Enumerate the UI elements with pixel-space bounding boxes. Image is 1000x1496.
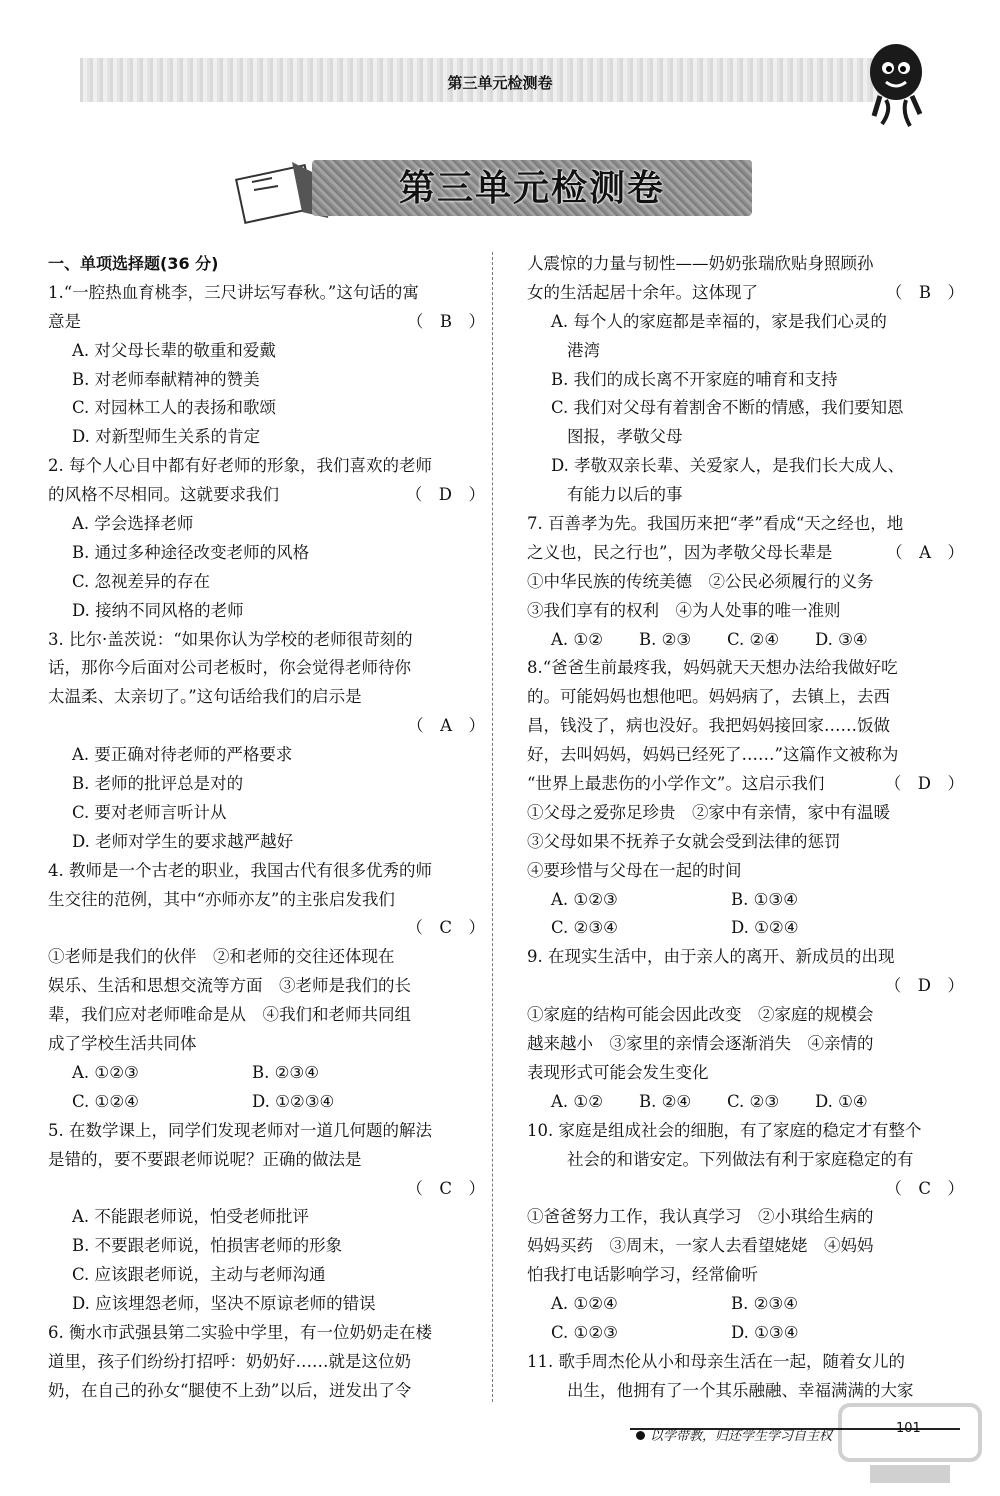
line-text: 6. 衡水市武强县第二实验中学里，有一位奶奶走在楼 xyxy=(48,1322,432,1342)
question-line xyxy=(527,1117,972,1146)
question-line xyxy=(48,1232,493,1261)
question-line xyxy=(48,828,493,857)
question-line xyxy=(527,1348,972,1377)
option-choice: B. ②③ xyxy=(639,629,692,649)
section-heading xyxy=(48,250,493,279)
line-text: ①父母之爱弥足珍贵 ②家中有亲情，家中有温暖 xyxy=(527,802,890,822)
question-line xyxy=(48,308,493,337)
line-text: 女的生活起居十余年。这体现了 xyxy=(527,282,758,302)
question-line xyxy=(527,308,972,337)
option-choice: A. ①② xyxy=(551,629,603,649)
line-text: 妈妈买药 ③周末，一家人去看望姥姥 ④妈妈 xyxy=(527,1236,874,1256)
question-line xyxy=(527,1261,972,1290)
line-text: B. 对老师奉献精神的赞美 xyxy=(72,369,260,389)
question-line xyxy=(48,626,493,655)
option-choice: C. ①②③ xyxy=(551,1322,618,1342)
question-line xyxy=(48,712,493,741)
question-line xyxy=(527,654,972,683)
question-line xyxy=(48,423,493,452)
question-line xyxy=(48,1261,493,1290)
question-line xyxy=(527,423,972,452)
line-text: B. 老师的批评总是对的 xyxy=(72,774,244,794)
question-line xyxy=(527,683,972,712)
question-line xyxy=(48,597,493,626)
line-text: 越来越小 ③家里的亲情会逐渐消失 ④亲情的 xyxy=(527,1034,874,1054)
line-text: ③父母如果不抚养子女就会受到法律的惩罚 xyxy=(527,831,841,851)
line-text: ①爸爸努力工作，我认真学习 ②小琪给生病的 xyxy=(527,1207,874,1227)
line-text: A. 对父母长辈的敬重和爱戴 xyxy=(72,340,276,360)
line-text: ③我们享有的权利 ④为人处事的唯一准则 xyxy=(527,600,841,620)
line-text: B. 通过多种途径改变老师的风格 xyxy=(72,542,310,562)
question-line xyxy=(527,857,972,886)
question-line xyxy=(48,857,493,886)
question-line xyxy=(527,481,972,510)
line-text: 的风格不尽相同。这就要求我们 xyxy=(48,485,279,505)
line-text: C. 应该跟老师说，主动与老师沟通 xyxy=(72,1265,326,1285)
line-text: 昌，钱没了，病也没好。我把妈妈接回家……饭做 xyxy=(527,716,890,736)
question-line xyxy=(527,1001,972,1030)
line-text: ①老师是我们的伙伴 ②和老师的交往还体现在 xyxy=(48,947,395,967)
line-text: C. 忽视差异的存在 xyxy=(72,571,211,591)
line-text: D. 孝敬双亲长辈、关爱家人，是我们长大成人、 xyxy=(551,456,905,476)
line-text: A. 要正确对待老师的严格要求 xyxy=(72,745,293,765)
line-text: 表现形式可能会发生变化 xyxy=(527,1062,709,1082)
option-choice: B. ②④ xyxy=(639,1091,692,1111)
option-choice: D. ①②④ xyxy=(731,918,799,938)
line-text: 7. 百善孝为先。我国历来把“孝”看成“天之经也，地 xyxy=(527,514,904,534)
option-choice: C. ②③④ xyxy=(551,918,618,938)
answer-bracket: （ D ） xyxy=(884,976,964,996)
question-line xyxy=(48,1348,493,1377)
line-text: 8.“爸爸生前最疼我，妈妈就天天想办法给我做好吃 xyxy=(527,658,898,678)
question-line xyxy=(48,1117,493,1146)
line-text: 5. 在数学课上，同学们发现老师对一道几何题的解法 xyxy=(48,1120,432,1140)
line-text: D. 应该埋怨老师，坚决不原谅老师的错误 xyxy=(72,1294,376,1314)
line-text: D. 对新型师生关系的肯定 xyxy=(72,427,261,447)
line-text: “世界上最悲伤的小学作文”。这启示我们 xyxy=(527,774,825,794)
question-line xyxy=(48,770,493,799)
question-line xyxy=(48,654,493,683)
line-text: 11. 歌手周杰伦从小和母亲生活在一起，随着女儿的 xyxy=(527,1351,905,1371)
option-choice: C. ②③ xyxy=(727,1091,780,1111)
line-text: B. 不要跟老师说，怕损害老师的形象 xyxy=(72,1236,343,1256)
line-text: B. 我们的成长离不开家庭的哺育和支持 xyxy=(551,369,838,389)
question-line xyxy=(527,597,972,626)
page-number: 101 xyxy=(896,1421,921,1436)
question-line xyxy=(527,1203,972,1232)
watermark-logo-icon xyxy=(830,1395,990,1490)
question-line xyxy=(527,972,972,1001)
option-choice: B. ②③④ xyxy=(731,1294,798,1314)
line-text: 生交往的范例，其中“亦师亦友”的主张启发我们 xyxy=(48,889,395,909)
question-line xyxy=(527,394,972,423)
line-text: 一、单项选择题(36 分) xyxy=(48,254,219,273)
line-text: 1.“一腔热血育桃李，三尺讲坛写春秋。”这句话的寓 xyxy=(48,282,419,302)
option-choice: C. ①②④ xyxy=(72,1091,139,1111)
question-line xyxy=(527,1232,972,1261)
line-text: C. 要对老师言听计从 xyxy=(72,802,227,822)
option-choice: B. ②③④ xyxy=(252,1062,319,1082)
answer-bracket: （ C ） xyxy=(406,1178,485,1198)
question-line xyxy=(48,1175,493,1204)
left-column xyxy=(48,250,493,1406)
question-line xyxy=(527,741,972,770)
question-line xyxy=(48,481,493,510)
line-text: C. 我们对父母有着割舍不断的情感，我们要知恩 xyxy=(551,398,904,418)
answer-bracket: （ B ） xyxy=(406,311,485,331)
question-line xyxy=(527,1290,972,1319)
question-line xyxy=(48,539,493,568)
line-text: 好，去叫妈妈，妈妈已经死了……”这篇作文被称为 xyxy=(527,745,899,765)
line-text: 出生，他拥有了一个其乐融融、幸福满满的大家 xyxy=(567,1380,914,1400)
line-text: 成了学校生活共同体 xyxy=(48,1034,197,1054)
question-line xyxy=(48,366,493,395)
line-text: 娱乐、生活和思想交流等方面 ③老师是我们的长 xyxy=(48,976,411,996)
question-line xyxy=(48,1059,493,1088)
line-text: 道里，孩子们纷纷打招呼：奶奶好……就是这位奶 xyxy=(48,1351,411,1371)
question-line xyxy=(527,250,972,279)
question-line xyxy=(527,539,972,568)
option-choice: D. ③④ xyxy=(815,629,868,649)
line-text: A. 不能跟老师说，怕受老师批评 xyxy=(72,1207,309,1227)
answer-bracket: （ B ） xyxy=(885,282,964,302)
answer-bracket: （ C ） xyxy=(885,1178,964,1198)
line-text: D. 接纳不同风格的老师 xyxy=(72,600,244,620)
question-line xyxy=(527,1319,972,1348)
question-line xyxy=(48,914,493,943)
footer-bullet-icon xyxy=(636,1431,645,1440)
question-line xyxy=(527,279,972,308)
line-text: 话，那你今后面对公司老板时，你会觉得老师待你 xyxy=(48,658,411,678)
question-line xyxy=(527,510,972,539)
question-line xyxy=(48,683,493,712)
question-line xyxy=(48,1088,493,1117)
question-line xyxy=(527,914,972,943)
question-line xyxy=(48,1203,493,1232)
line-text: D. 老师对学生的要求越严越好 xyxy=(72,831,294,851)
line-text: 社会的和谐安定。下列做法有利于家庭稳定的有 xyxy=(567,1149,914,1169)
title-banner xyxy=(232,152,760,224)
option-choice: D. ①③④ xyxy=(731,1322,799,1342)
line-text: 辈，我们应对老师唯命是从 ④我们和老师共同组 xyxy=(48,1005,411,1025)
question-line xyxy=(48,1377,493,1406)
question-line xyxy=(527,712,972,741)
line-text: C. 对园林工人的表扬和歌颂 xyxy=(72,398,277,418)
option-choice: A. ①②③ xyxy=(551,889,618,909)
option-choice: A. ①②③ xyxy=(72,1062,139,1082)
line-text: 图报，孝敬父母 xyxy=(567,427,683,447)
question-line xyxy=(527,770,972,799)
line-text: 10. 家庭是组成社会的细胞，有了家庭的稳定才有整个 xyxy=(527,1120,922,1140)
line-text: 奶，在自己的孙女“腿使不上劲”以后，迸发出了令 xyxy=(48,1380,412,1400)
option-choice: D. ①④ xyxy=(815,1091,868,1111)
answer-bracket: （ D ） xyxy=(405,485,485,505)
question-line xyxy=(48,943,493,972)
question-line xyxy=(527,568,972,597)
question-line xyxy=(527,886,972,915)
line-text: ④要珍惜与父母在一起的时间 xyxy=(527,860,742,880)
footer-slogan: 以学带教，归还学生学习自主权 xyxy=(650,1429,833,1444)
option-choice: A. ①② xyxy=(551,1091,603,1111)
question-line xyxy=(48,1146,493,1175)
question-line xyxy=(527,828,972,857)
question-line xyxy=(527,1088,972,1117)
question-line xyxy=(48,452,493,481)
line-text: 4. 教师是一个古老的职业，我国古代有很多优秀的师 xyxy=(48,860,432,880)
question-line xyxy=(527,1175,972,1204)
question-line xyxy=(48,1030,493,1059)
line-text: 是错的，要不要跟老师说呢？正确的做法是 xyxy=(48,1149,362,1169)
line-text: 港湾 xyxy=(567,340,600,360)
line-text: 太温柔、太亲切了。”这句话给我们的启示是 xyxy=(48,687,362,707)
line-text: 2. 每个人心目中都有好老师的形象，我们喜欢的老师 xyxy=(48,456,432,476)
question-line xyxy=(48,1290,493,1319)
right-column xyxy=(527,250,972,1406)
line-text: 3. 比尔·盖茨说：“如果你认为学校的老师很苛刻的 xyxy=(48,629,413,649)
question-line xyxy=(527,366,972,395)
line-text: A. 每个人的家庭都是幸福的，家是我们心灵的 xyxy=(551,311,887,331)
question-line xyxy=(48,741,493,770)
question-line xyxy=(527,1030,972,1059)
question-line xyxy=(527,626,972,655)
line-text: ①家庭的结构可能会因此改变 ②家庭的规模会 xyxy=(527,1005,874,1025)
line-text: 意是 xyxy=(48,311,81,331)
option-choice: A. ①②④ xyxy=(551,1294,618,1314)
answer-bracket: （ C ） xyxy=(406,918,485,938)
answer-bracket: （ A ） xyxy=(407,716,485,736)
question-line xyxy=(527,337,972,366)
mascot-icon xyxy=(862,38,932,130)
option-choice: C. ②④ xyxy=(727,629,780,649)
line-text: 有能力以后的事 xyxy=(567,485,683,505)
question-line xyxy=(48,394,493,423)
question-line xyxy=(48,1319,493,1348)
line-text: 的。可能妈妈也想他吧。妈妈病了，去镇上，去西 xyxy=(527,687,890,707)
question-line xyxy=(48,568,493,597)
answer-bracket: （ D ） xyxy=(884,774,964,794)
line-text: 9. 在现实生活中，由于亲人的离开、新成员的出现 xyxy=(527,947,895,967)
question-line xyxy=(527,1146,972,1175)
line-text: 怕我打电话影响学习，经常偷听 xyxy=(527,1265,758,1285)
question-line xyxy=(48,510,493,539)
line-text: A. 学会选择老师 xyxy=(72,514,194,534)
line-text: 人震惊的力量与韧性——奶奶张瑞欣贴身照顾孙 xyxy=(527,254,874,273)
question-line xyxy=(48,799,493,828)
option-choice: D. ①②③④ xyxy=(252,1091,335,1111)
option-choice: B. ①③④ xyxy=(731,889,798,909)
question-line xyxy=(48,337,493,366)
line-text: 之义也，民之行也”，因为孝敬父母长辈是 xyxy=(527,542,833,562)
page-title: 第三单元检测卷 xyxy=(398,167,665,209)
question-line xyxy=(48,1001,493,1030)
answer-bracket: （ A ） xyxy=(886,542,964,562)
question-line xyxy=(527,799,972,828)
question-line xyxy=(527,452,972,481)
question-line xyxy=(527,943,972,972)
question-line xyxy=(48,279,493,308)
question-line xyxy=(48,886,493,915)
line-text: ①中华民族的传统美德 ②公民必须履行的义务 xyxy=(527,571,874,591)
question-line xyxy=(48,972,493,1001)
running-header-title: 第三单元检测卷 xyxy=(447,74,553,92)
question-line xyxy=(527,1059,972,1088)
